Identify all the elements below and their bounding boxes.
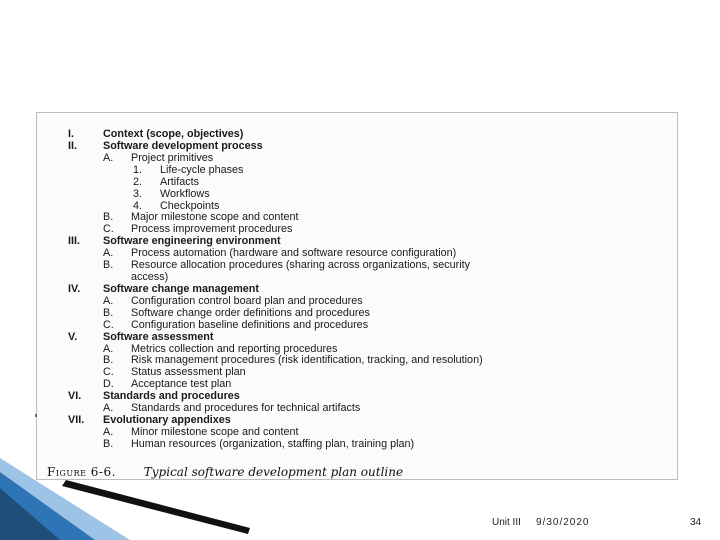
outline-section-title: Software engineering environment xyxy=(103,235,281,248)
footer-page-number: 34 xyxy=(690,517,702,528)
outline-item-text: Configuration control board plan and procedures xyxy=(131,294,363,307)
outline-section-title: Standards and procedures xyxy=(103,390,240,403)
outline-section-title: Software development process xyxy=(103,139,263,152)
outline-item-text: Life-cycle phases xyxy=(160,163,244,176)
outline-number: VI. xyxy=(68,390,82,403)
outline-section-title: Evolutionary appendixes xyxy=(103,414,231,427)
outline-number: B. xyxy=(103,211,114,224)
outline-number: B. xyxy=(103,306,114,319)
outline-number: 3. xyxy=(133,187,143,200)
outline-item-text: Project primitives xyxy=(131,151,214,164)
outline-item-text: Major milestone scope and content xyxy=(131,211,299,224)
outline-item-text: Software change order definitions and procedures xyxy=(131,306,370,319)
outline-item-text: Artifacts xyxy=(160,175,199,188)
outline-item-text: Process automation (hardware and software resource configuration) xyxy=(131,247,457,260)
caption-figure-label: Figure 6-6. xyxy=(47,465,116,479)
outline-number: B. xyxy=(103,354,114,367)
outline-number: A. xyxy=(103,151,114,164)
outline-item-text: access) xyxy=(131,271,169,284)
outline-number: A. xyxy=(103,342,114,355)
outline-number: C. xyxy=(103,223,114,236)
outline-item-text: Minor milestone scope and content xyxy=(131,426,299,438)
outline-number: A. xyxy=(103,247,114,260)
outline-number: A. xyxy=(103,426,114,438)
outline-number: D. xyxy=(103,378,114,391)
outline-number: II. xyxy=(68,139,77,152)
footer-date: 9/30/2020 xyxy=(536,517,590,528)
outline-number: B. xyxy=(103,437,114,450)
outline-number: A. xyxy=(103,402,114,415)
outline-item-text: Workflows xyxy=(160,187,210,200)
outline-number: IV. xyxy=(68,282,81,295)
outline-number: C. xyxy=(103,318,114,331)
outline-number: V. xyxy=(68,330,78,343)
caption-title: Typical software development plan outline xyxy=(143,465,404,479)
outline-item-text: Standards and procedures for technical artifacts xyxy=(131,402,361,415)
outline-number: III. xyxy=(68,235,80,248)
outline-number: A. xyxy=(103,294,114,307)
outline-number: B. xyxy=(103,259,114,272)
outline-number: VII. xyxy=(68,414,85,427)
outline-item-text: Acceptance test plan xyxy=(131,378,232,391)
outline-number: C. xyxy=(103,366,114,379)
outline-item-text: Checkpoints xyxy=(160,199,220,212)
outline-section-title: Software change management xyxy=(103,282,259,295)
outline-item-text: Human resources (organization, staffing plan, training plan) xyxy=(131,437,415,450)
outline-number: 2. xyxy=(133,175,143,188)
outline-item-text: Metrics collection and reporting procedures xyxy=(131,342,338,355)
outline-item-text: Process improvement procedures xyxy=(131,223,293,236)
outline-number: 1. xyxy=(133,163,143,176)
outline-number: 4. xyxy=(133,199,143,212)
outline-number: I. xyxy=(68,128,74,140)
outline-item-text: Resource allocation procedures (sharing across organizations, security xyxy=(131,259,471,272)
outline-item-text: Status assessment plan xyxy=(131,366,246,379)
outline-item-text: Risk management procedures (risk identification, tracking, and resolution) xyxy=(131,354,483,367)
footer-unit: Unit III xyxy=(492,517,521,528)
outline-section-title: Context (scope, objectives) xyxy=(103,128,244,140)
outline-section-title: Software assessment xyxy=(103,330,214,343)
outline-item-text: Configuration baseline definitions and procedures xyxy=(131,318,369,331)
